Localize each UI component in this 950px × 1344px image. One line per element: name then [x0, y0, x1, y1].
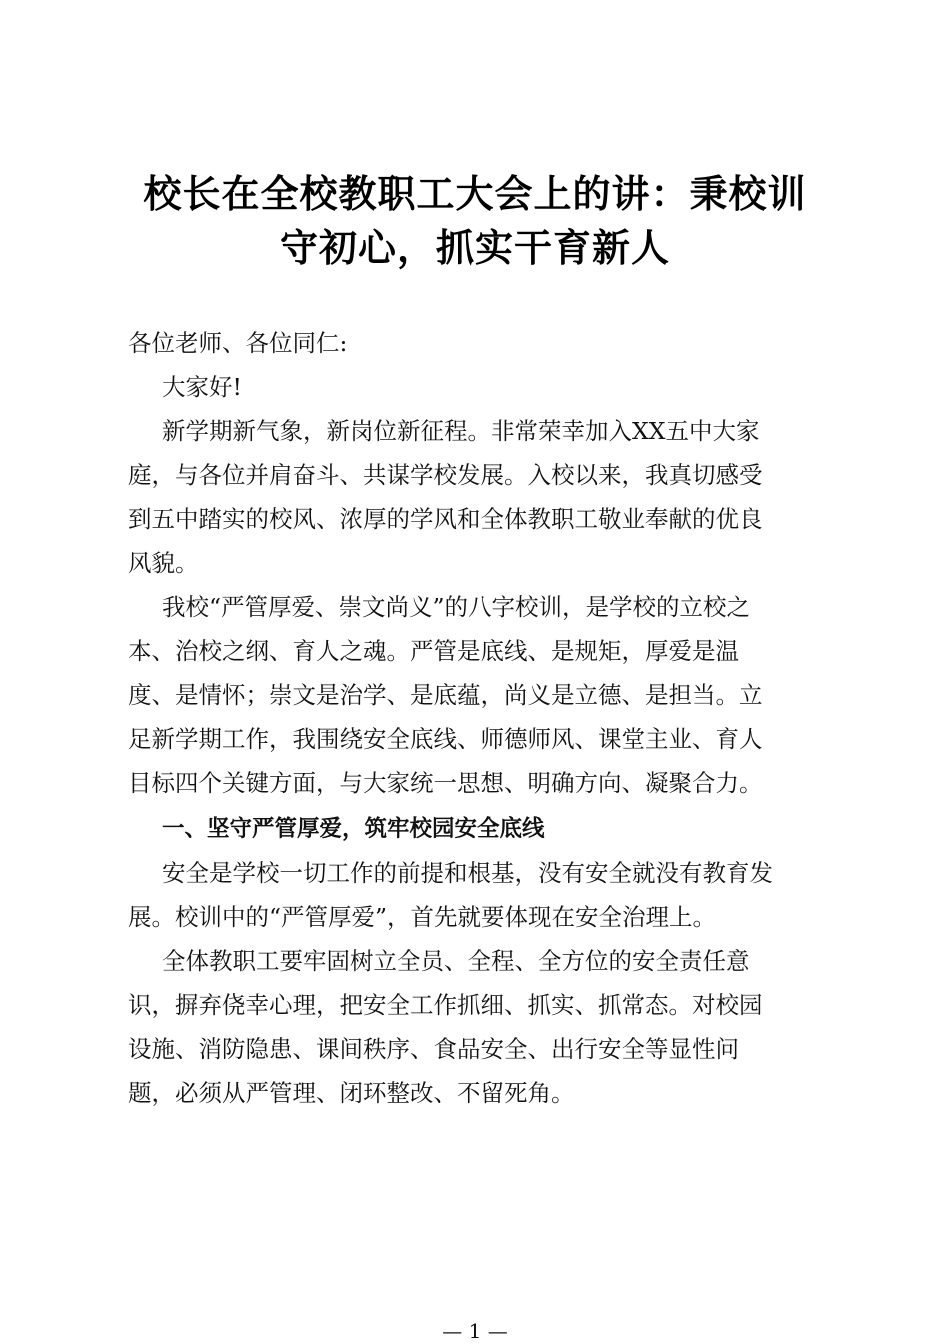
- body-line: 识，摒弃侥幸心理，把安全工作抓细、抓实、抓常态。对校园: [128, 991, 763, 1019]
- page-number: — 1 —: [442, 1319, 508, 1343]
- body-line: 全体教职工要牢固树立全员、全程、全方位的安全责任意: [162, 947, 750, 975]
- section-heading: 一、坚守严管厚爱，筑牢校园安全底线: [162, 816, 545, 842]
- body-line: 目标四个关键方面，与大家统一思想、明确方向、凝聚合力。: [128, 769, 763, 797]
- document-title-line-2: 守初心，抓实干育新人: [279, 226, 670, 270]
- body-line: 新学期新气象，新岗位新征程。非常荣幸加入XX五中大家: [162, 417, 760, 445]
- document-title-line-1: 校长在全校教职工大会上的讲：秉校训: [143, 172, 807, 216]
- body-line: 庭，与各位并肩奋斗、共谋学校发展。入校以来，我真切感受: [128, 461, 763, 489]
- body-line: 本、治校之纲、育人之魂。严管是底线、是规矩，厚爱是温: [128, 637, 739, 665]
- body-line: 设施、消防隐患、课间秩序、食品安全、出行安全等显性问: [128, 1035, 739, 1063]
- body-line: 展。校训中的“严管厚爱”，首先就要体现在安全治理上。: [128, 903, 717, 931]
- body-line: 到五中踏实的校风、浓厚的学风和全体教职工敬业奉献的优良: [128, 505, 763, 533]
- salutation: 各位老师、各位同仁:: [128, 329, 348, 357]
- body-line: 安全是学校一切工作的前提和根基，没有安全就没有教育发: [162, 859, 773, 887]
- body-line: 题，必须从严管理、闭环整改、不留死角。: [128, 1079, 575, 1107]
- body-line: 风貌。: [128, 549, 199, 577]
- body-line: 足新学期工作，我围绕安全底线、师德师风、课堂主业、育人: [128, 725, 763, 753]
- greeting: 大家好!: [162, 373, 242, 401]
- body-line: 度、是情怀；崇文是治学、是底蕴，尚义是立德、是担当。立: [128, 681, 763, 709]
- body-line: 我校“严管厚爱、崇文尚义”的八字校训，是学校的立校之: [162, 593, 751, 621]
